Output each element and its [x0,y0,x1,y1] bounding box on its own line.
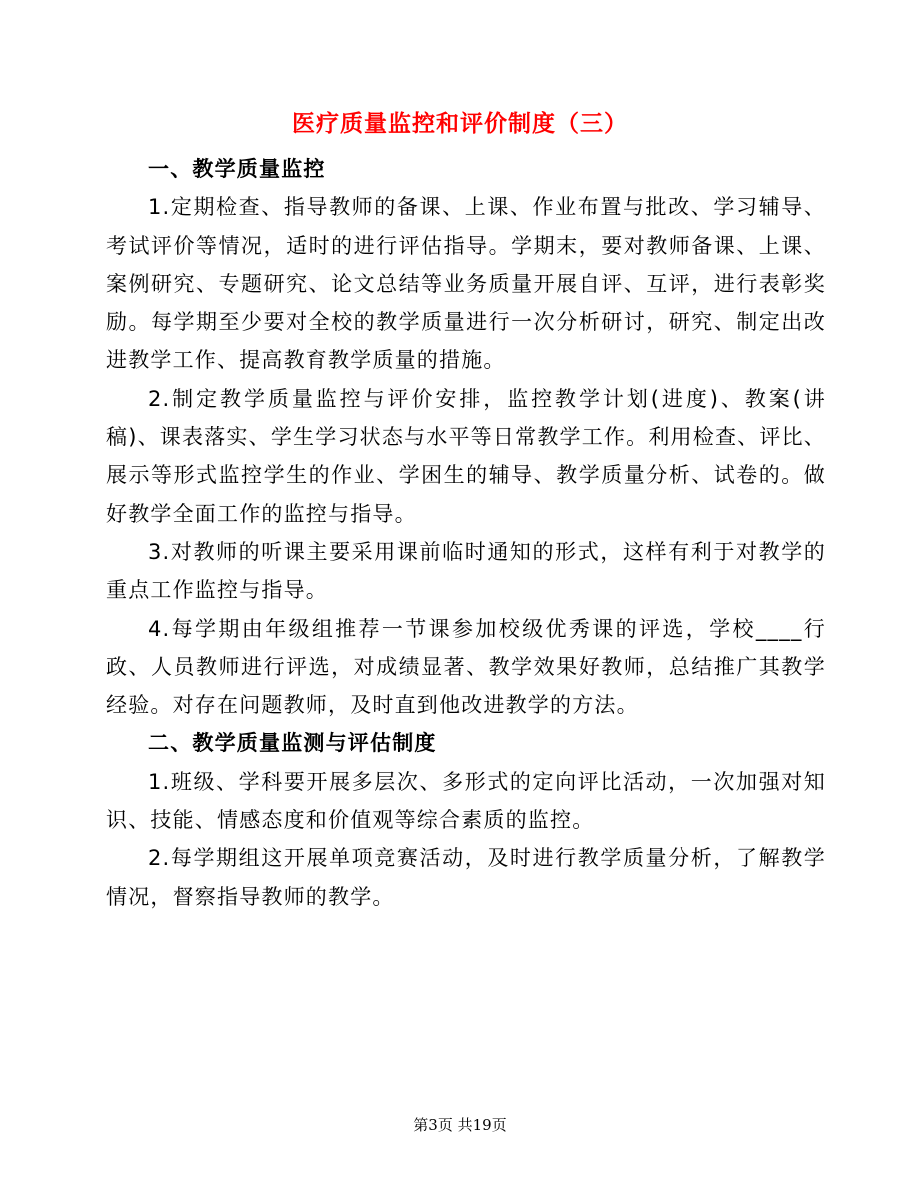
paragraph: 2.制定教学质量监控与评价安排，监控教学计划(进度)、教案(讲稿)、课表落实、学生学习状态与水平等日常教学工作。利用检查、评比、展示等形式监控学生的作业、学困生的辅导、教学质量分析、试卷的。做好教学全面工作的监控与指导。 [106,386,826,526]
document-title: 医疗质量监控和评价制度（三） [292,111,628,137]
section-heading: 二、教学质量监测与评估制度 [148,731,437,756]
paragraph: 1.班级、学科要开展多层次、多形式的定向评比活动，一次加强对知识、技能、情感态度和价值观等综合素质的监控。 [106,769,826,833]
section-heading: 一、教学质量监控 [148,157,326,181]
paragraph: 4.每学期由年级组推荐一节课参加校级优秀课的评选，学校____行政、人员教师进行评选，对成绩显著、教学效果好教师，总结推广其教学经验。对存在问题教师，及时直到他改进教学的方法。 [106,616,826,718]
paragraph: 1.定期检查、指导教师的备课、上课、作业布置与批改、学习辅导、考试评价等情况，适时的进行评估指导。学期末，要对教师备课、上课、案例研究、专题研究、论文总结等业务质量开展自评、互评，进行表彰奖励。每学期至少要对全校的教学质量进行一次分析研讨，研究、制定出改进教学工作、提高教育教学质量的措施。 [106,195,826,373]
page-number: 第3页 共19页 [413,1116,507,1134]
document-body [106,150,826,916]
paragraph: 2.每学期组这开展单项竞赛活动，及时进行教学质量分析，了解教学情况，督察指导教师的教学。 [106,846,826,909]
paragraph: 3.对教师的听课主要采用课前临时通知的形式，这样有利于对教学的重点工作监控与指导。 [106,539,826,603]
